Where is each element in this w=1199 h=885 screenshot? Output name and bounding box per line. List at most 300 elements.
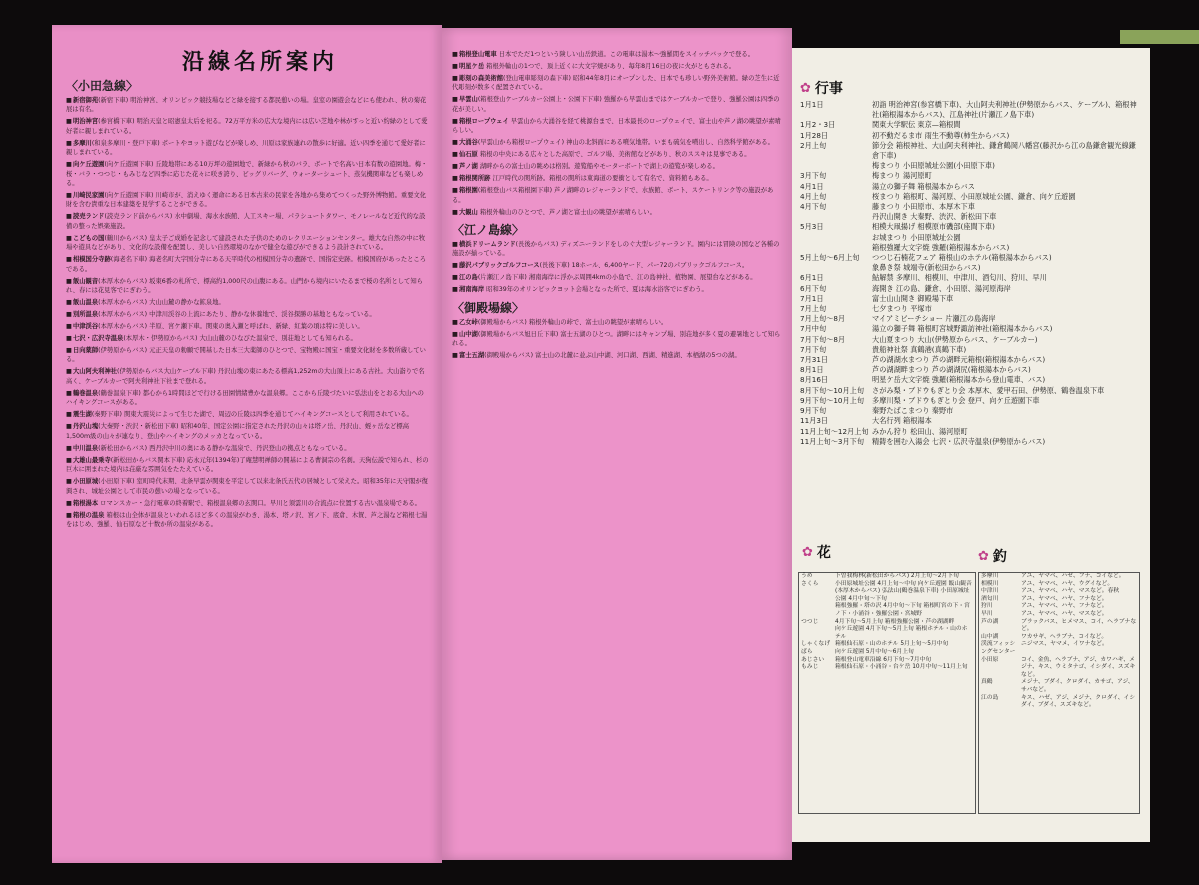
place-description: ディズニーランドをしのぐ大型レジャーランド。園内には冒険の国など各種の施設が揃っている。 [452, 241, 780, 258]
place-name: ■ 飯山温泉 [66, 299, 98, 306]
place-entry [66, 96, 430, 115]
row-label: しゃくなげ [801, 641, 830, 648]
place-description: 昭和44年8月にオープンした、日本でも珍しい野外美術館。緑の芝生に近代彫刻が数多く配置されている。 [452, 75, 780, 92]
event-date: 11月上旬～12月上旬 [800, 426, 869, 436]
row-text: ブラックバス、ヒメマス、コイ、ヘラブナなど。 [1021, 618, 1137, 633]
event-date: 7月下旬 [800, 344, 827, 354]
event-row [800, 273, 1142, 283]
place-entry [452, 186, 782, 205]
place-station: (鶴巻温泉下車) [98, 389, 141, 397]
place-entry [452, 50, 782, 59]
flower-icon: ✿ [802, 544, 813, 560]
fishing-table [979, 573, 1139, 710]
row-label: 多摩川 [981, 573, 999, 579]
event-text: 精鋳を囲む入湯会 七沢・広沢寺温泉(伊勢原からバス) [872, 436, 1046, 446]
flowers-heading-label: 花 [816, 545, 831, 561]
row-label: 酒匂川 [981, 595, 999, 602]
place-name: ■ 江の島 [452, 274, 478, 281]
fishing-section [978, 546, 1007, 566]
place-description: 18ホール、6,400ヤード、パー72のパブリックゴルフコース。 [569, 262, 749, 270]
row-label: 江の島 [981, 694, 999, 701]
event-row [800, 396, 1142, 406]
place-name: ■ 読売ランド [66, 213, 104, 220]
place-name: ■ 中津渓谷 [66, 323, 98, 330]
place-description: ロマンスカー・急行電車の終着駅で、箱根温泉郷の玄関口。早川と須雲川の合流点に位置する古い温泉場である。 [98, 499, 421, 507]
fishing-heading [978, 546, 1007, 566]
place-name: ■ 多摩川 [66, 140, 92, 147]
row-text: 向ケ丘遊園 4月下旬～5月上旬 箱根ホテル・山のホテル [835, 626, 968, 640]
background-strip [1120, 30, 1199, 44]
place-description: 昭和39年のオリンピックヨット会場となった所で、夏は海水浴客でにぎわう。 [484, 286, 708, 294]
place-station: (向ケ丘遊園下車) [104, 161, 154, 169]
place-description: 半原、宮ケ瀬下車。関東の奥入瀬と呼ばれ、新緑、紅葉の頃は特に美しい。 [147, 323, 364, 331]
place-name: ■ 日向薬師 [66, 347, 98, 354]
event-row [800, 253, 1142, 263]
row-text: 4月下旬～5月上旬 箱根強羅公園・芦の湖湖畔 [835, 618, 955, 625]
place-description: 富士山の北麓に並ぶ山中湖、河口湖、西湖、精進湖、本栖湖の5つの湖。 [533, 352, 741, 360]
event-date: 8月下旬～10月上旬 [800, 385, 865, 395]
event-text: 藤まつり 小田原市、本厚木下車 [872, 202, 975, 212]
place-entry [452, 117, 782, 136]
event-text: 貴船神社祭 真鶴港(真鶴下車) [872, 344, 967, 354]
place-station: (本厚木からバス) [98, 299, 148, 307]
place-name: ■ 箱根湯本 [66, 500, 98, 507]
row-text: 箱根仙石原・山のホテル 5月上旬～5月中旬 [835, 641, 949, 648]
place-description: 皇太子ご成婚を記念して建設された子供のためのレクリエーションセンター。雄大な自然の中に牧場や遊具などがあり、文化的な設備を配置し、美しい自然環境のなかで健全な遊びができるよう設計されている。 [66, 234, 426, 252]
event-row [800, 375, 1142, 385]
place-name: ■ 中川温泉 [66, 445, 98, 452]
event-text: 桜まつり 箱根町、湯河原、小田原城址公園、鎌倉、向ケ丘遊園 [872, 191, 1076, 201]
place-description: 川崎市が、消えゆく運命にある日本古来の民家を各地から集めてつくった野外博物館。重要文化財を含む貴重な日本建築を見学することができる。 [66, 192, 427, 209]
place-name: ■ 震生湖 [66, 411, 92, 418]
table-row [979, 619, 1139, 634]
row-text: 箱根仙石原・小涌谷・台ケ岳 10月中旬～11月上旬 [835, 664, 968, 671]
row-label: 芦の湖 [981, 618, 999, 625]
left-panel [52, 25, 442, 863]
event-text: 芦の湖湖畔まつり 芦の湖湖尻(箱根湯本からバス) [872, 365, 1031, 375]
event-date [800, 263, 872, 273]
place-name: ■ こどもの国 [66, 235, 104, 242]
flowers-box [798, 572, 976, 814]
place-entry [452, 351, 782, 360]
place-entry [66, 298, 430, 307]
row-text: アユ、ヤマベ、ハヤ、ウグイなど。 [1021, 580, 1114, 587]
place-name: ■ 明星ケ岳 [452, 63, 484, 70]
event-row [800, 324, 1142, 334]
event-text: 大山夏まつり 大山(伊勢原からバス、ケーブルカー) [872, 334, 1038, 344]
place-description: 中津川渓谷の上流にあたり、静かな休養地で、渓谷探勝の基地ともなっている。 [147, 311, 376, 319]
page-title: 沿線名所案内 [182, 49, 339, 75]
table-row [979, 679, 1139, 694]
place-description: ボートやヨット遊びなどが楽しめ、川原は家族連れの散歩に好適。近い四季を通じて愛好者に親しまれている。 [66, 139, 426, 157]
row-label: つつじ [801, 618, 819, 625]
place-description: 丹沢山塊の東にあたる標高1,252mの大山頂上にある古社。大山詣りで名高く、ケーブルカーで阿夫利神社下社まで登れる。 [66, 368, 425, 385]
place-description: 強羅から早雲山まではケーブルカーで登り、強羅公園は四季の花が美しい。 [452, 96, 780, 113]
place-description: 水中劇場、海水水族館、人工スキー場、パラシュートタワー、モノレールなど近代的な設備の整った娯楽施設。 [66, 213, 426, 230]
place-name: ■ 相模国分寺跡 [66, 256, 111, 263]
place-description: 丘陵地帯にある10万坪の遊園地で、新緑から秋のバラ、ボートで名高い日本有数の遊園地。梅・桜・バラ・つつじ・もみじなど四季に応じた花々に咲き誇り、ビッグリバーグ、ウォーターシュート、蒸気機関車なども楽しめる。 [66, 161, 428, 188]
place-entry [66, 422, 430, 441]
place-name: ■ 彫刻の森美術館 [452, 75, 503, 82]
place-entry [66, 389, 430, 408]
place-name: ■ 箱根園 [452, 187, 478, 194]
event-row [800, 243, 1142, 253]
row-text: 向ケ丘遊園 5月中旬～6月上旬 [835, 648, 914, 655]
place-entry [66, 367, 430, 386]
event-row [800, 120, 1142, 130]
place-station: (本厚木からバス) [98, 311, 148, 319]
event-row [800, 406, 1142, 416]
events-list [800, 100, 1142, 447]
event-date [800, 161, 872, 171]
place-name: ■ 箱根関所跡 [452, 175, 490, 182]
row-label: さくら [801, 580, 819, 587]
table-row [799, 573, 975, 581]
flower-icon: ✿ [800, 80, 811, 96]
event-date: 7月中旬 [800, 324, 827, 334]
place-name: ■ 乙女峠 [452, 319, 478, 326]
place-entry [452, 74, 782, 93]
place-station: (本厚木・伊勢原からバス) [123, 335, 198, 343]
event-date: 6月下旬 [800, 283, 827, 293]
place-description: 大山山麓のひなびた温泉で、別荘地としても知られる。 [197, 335, 357, 343]
table-row [799, 657, 975, 665]
place-station: (御殿場からバス) [484, 352, 534, 360]
event-row [800, 212, 1142, 222]
flowers-heading [802, 542, 831, 562]
event-row [800, 284, 1142, 294]
row-label: 中津川 [981, 588, 999, 595]
event-date: 7月下旬～8月 [800, 334, 846, 344]
event-date: 5月上旬～6月上旬 [800, 253, 860, 263]
place-entry [452, 273, 782, 282]
place-entry [452, 261, 782, 270]
place-name: ■ 大観山 [452, 209, 478, 216]
odakyu-heading: 〈小田急線〉 [66, 79, 139, 93]
event-row [800, 335, 1142, 345]
place-name: ■ 箱根登山電車 [452, 51, 497, 58]
place-station: (鶴川からバス) [104, 234, 148, 242]
event-date: 7月31日 [800, 355, 829, 365]
event-text: 梅まつり 湯河原町 [872, 171, 932, 181]
place-description: 芦ノ湖畔のレジャーランドで、水族館、ボート、スケートリンク等の施設がある。 [452, 187, 774, 204]
event-row [800, 304, 1142, 314]
place-entry [66, 444, 430, 453]
place-entry [452, 240, 782, 259]
row-text: 下曽我梅林(新松田からバス) 2月上旬～2月下旬 [835, 573, 959, 579]
place-entry [66, 456, 430, 475]
row-label: 早川 [981, 610, 993, 617]
event-row [800, 427, 1142, 437]
place-name: ■ 藤沢パブリックゴルフコース [452, 262, 540, 269]
place-name: ■ 七沢・広沢寺温泉 [66, 335, 123, 342]
place-name: ■ 大山阿夫利神社 [66, 368, 117, 375]
event-text: 富士山山開き 御殿場下車 [872, 293, 954, 303]
event-row [800, 233, 1142, 243]
place-station: (新松田からバス関本下車) [110, 456, 185, 464]
place-entry [66, 499, 430, 508]
event-row [800, 314, 1142, 324]
row-label: 狩川 [981, 603, 993, 610]
place-name: ■ 向ケ丘遊園 [66, 161, 104, 168]
table-row [979, 641, 1139, 656]
place-entry [66, 477, 430, 496]
place-station: (箱根登山バス箱根園下車) [477, 187, 553, 195]
place-description: 都心から1時間ほどで行ける田園情緒豊かな温泉郷。ここから丘陵づたいに弘法山をとおる大山へのハイキングコースがある。 [66, 389, 424, 407]
event-text: 湯立の獅子舞 箱根湯本からバス [872, 181, 975, 191]
flower-icon: ✿ [978, 548, 989, 564]
place-entry [452, 162, 782, 171]
place-description: 元正天皇の勅願で開基した日本三大薬師のひとつで、宝物殿に国宝・重要文化財を多数所蔵している。 [66, 347, 426, 364]
event-date: 9月下旬 [800, 406, 827, 416]
table-row [799, 664, 975, 672]
table-row [799, 626, 975, 641]
place-entry [66, 160, 430, 188]
event-row [800, 161, 1142, 171]
place-name: ■ 大雄山最乗寺 [66, 457, 111, 464]
right-panel [792, 48, 1150, 842]
place-description: 室町時代末期、北条早雲が関東を平定して以来北条氏五代の居城として栄えた。昭和35年に天守閣が復興され、城址公園として市民の憩いの場となっている。 [66, 478, 428, 495]
event-date [800, 212, 872, 222]
fishing-heading-label: 釣 [992, 549, 1007, 565]
table-row [799, 649, 975, 657]
place-name: ■ 湘南海岸 [452, 286, 484, 293]
event-date: 4月1日 [800, 181, 824, 191]
place-name: ■ 別所温泉 [66, 311, 98, 318]
place-name: ■ 新宿御苑 [66, 97, 98, 104]
row-text: アユ、ヤマベ、ハヤ、フナなど。 [1021, 595, 1108, 602]
table-row [979, 657, 1139, 680]
event-row [800, 355, 1142, 365]
event-text: 芦の湖湖水まつり 芦の湖畔元箱根(箱根湯本からバス) [872, 355, 1046, 365]
place-entry [66, 234, 430, 253]
odakyu-entries [66, 96, 430, 529]
event-date: 2月上旬 [800, 140, 827, 150]
row-label: 渓流フィッシングセンター [981, 641, 1016, 655]
place-description: 湖畔からの富士山の眺めは格別。遊覧船やモーターボートで湖上の遊覧が楽しめる。 [477, 163, 719, 171]
place-station: (読売ランド前からバス) [104, 213, 173, 221]
row-label: 山中湖 [981, 633, 999, 640]
place-station: (御殿場からバス) [477, 318, 527, 326]
row-label [799, 603, 833, 618]
place-station: (小田原下車) [98, 478, 135, 486]
row-text: アユ、ヤマベ、ハヤ、マスなど。春秋 [1021, 588, 1120, 595]
place-entry [66, 191, 430, 210]
place-name: ■ 早雲山 [452, 96, 478, 103]
event-text: マイアミビーチショー 片瀬江の島海岸 [872, 314, 996, 324]
row-label [799, 626, 833, 641]
event-row [800, 141, 1142, 161]
place-description: 日本でただ1つという険しい山岳鉄道。この電車は湯本〜強羅間をスイッチバックで登る。 [496, 51, 754, 58]
event-row [800, 365, 1142, 375]
place-name: ■ 箱根ロープウェイ [452, 118, 509, 125]
place-entry [452, 62, 782, 71]
flowers-section [802, 542, 831, 562]
place-name: ■ 大涌谷 [452, 139, 478, 146]
place-entry [66, 117, 430, 136]
place-entry [452, 285, 782, 294]
place-entry [452, 174, 782, 183]
place-name: ■ 山中湖 [452, 331, 478, 338]
flowers-table [799, 573, 975, 672]
enoshima-heading: 〈江ノ島線〉 [452, 223, 525, 238]
place-station: (伊勢原からバス大山ケーブル下車) [117, 368, 216, 376]
event-text: 鮎解禁 多摩川、相模川、中津川、酒匂川、狩川、早川 [872, 273, 1047, 283]
place-name: ■ 横浜ドリームランド [452, 241, 516, 248]
middle-column [452, 50, 782, 363]
place-station: (登山電車彫刻の森下車) [503, 75, 571, 82]
place-description: 早雲山から大涌谷を経て桃源台まで、日本最長のロープウェイで、富士山や芦ノ湖の眺望が素晴らしい。 [452, 117, 781, 135]
event-text: 明星ケ岳大文字焼 強羅(箱根湯本から登山電車、バス) [872, 375, 1046, 385]
place-description: 昭和40年、国定公園に指定された丹沢の山々は塔ノ岳、丹沢山、蛭ヶ岳など標高1,500m級の山々が連なり、登山やハイキングのメッカとなっている。 [66, 423, 410, 440]
event-text: 相模大凧揚げ 相模原市磯部(座間下車) [872, 222, 995, 232]
event-row [800, 222, 1142, 232]
event-text: 丹沢山開き 大秦野、渋沢、新松田下車 [872, 212, 997, 222]
place-description: 箱根外輪山の1つで、頂上近くに大文字焼があり、毎年8月16日の夜に火がともされる。 [484, 63, 736, 70]
place-entry [452, 208, 782, 217]
event-date [800, 243, 872, 253]
place-entry [66, 139, 430, 158]
place-station: (片瀬江ノ島下車) [477, 274, 527, 282]
row-label: 真鶴 [981, 679, 993, 686]
place-name: ■ 川崎民家園 [66, 192, 104, 199]
place-description: 明治神宮、オリンピック競技場などと緑を接する都民憩いの場。皇室の園遊会などにも使われ、秋の菊花展は有名。 [66, 97, 427, 114]
place-station: (本厚木からバス) [98, 323, 148, 331]
place-station: (箱根登山ケーブルカー公園上・公園下下車) [477, 96, 602, 104]
row-text: キス、ハゼ、アジ、メジナ、クロダイ、イシダイ、ブダイ、スズキなど。 [1021, 694, 1136, 709]
place-description: 応永元年(1394年)了庵慧明禅師の開基による曹洞宗の名刹。天狗伝説で知られ、杉の巨木に囲まれた境内は荘厳な雰囲気をたたえている。 [66, 456, 429, 474]
place-description: 箱根外輪山のひとつで、芦ノ湖と富士山の眺望が素晴らしい。 [477, 208, 656, 216]
event-text: 湯立の獅子舞 箱根町宮城野諏訪神社(箱根湯本からバス) [872, 324, 1053, 334]
row-text: ニジマス、ヤマメ、イワナなど。 [1021, 641, 1108, 648]
place-entry [66, 255, 430, 274]
row-text: アユ、ヤマベ、ハヤ、マスなど。 [1021, 610, 1108, 617]
place-station: (本厚木からバス) [98, 277, 148, 285]
event-text: つつじ石楠花フェア 箱根山のホテル(箱根湯本からバス) [872, 253, 1052, 263]
event-date: 1月28日 [800, 130, 829, 140]
row-text: 箱根登山電車沿線 6月下旬～7月中旬 [835, 656, 932, 663]
event-text: 節分会 箱根神社、大山阿夫利神社、鎌倉鶴岡八幡宮(藤沢から江の島鎌倉観光線鎌倉下車) [872, 140, 1136, 161]
table-row [799, 641, 975, 649]
row-text: コイ、金魚、ヘラブナ、アジ、カワハギ、メジナ、キス、ウミタナゴ、イシダイ、スズキなど。 [1021, 656, 1136, 678]
place-entry [66, 346, 430, 365]
row-text: メジナ、ブダイ、クロダイ、カサゴ、アジ、サバなど。 [1021, 679, 1134, 693]
place-station: (大秦野・渋沢・新松田下車) [98, 423, 179, 431]
events-heading-label: 行事 [814, 81, 843, 97]
place-description: 箱根外輪山の峠で、富士山の眺望が素晴らしい。 [526, 318, 668, 326]
event-text: 秦野たばこまつり 秦野市 [872, 406, 954, 416]
event-row [800, 386, 1142, 396]
event-date: 8月1日 [800, 365, 824, 375]
fishing-box [978, 572, 1140, 814]
event-date: 9月下旬～10月上旬 [800, 395, 865, 405]
row-label: うめ [801, 573, 813, 579]
row-label: ばら [801, 648, 813, 655]
place-name: ■ 飯山観音 [66, 278, 98, 285]
place-description: 坂東6番の札所で、標高約1,000尺の山腹にある。山門から境内にいたるまで桜の名所として知られ、春には花見客でにぎわう。 [66, 277, 423, 295]
event-row [800, 416, 1142, 426]
event-date: 3月下旬 [800, 171, 827, 181]
place-station: (和泉多摩川・登戸下車) [91, 139, 160, 147]
place-description: 西丹沢中川の奥にある静かな温泉で、丹沢登山の拠点ともなっている。 [147, 444, 351, 452]
event-date: 5月3日 [800, 222, 824, 232]
event-text: 梅まつり 小田原城址公園(小田原下車) [872, 161, 995, 171]
place-station: (新松田からバス) [98, 444, 148, 452]
event-date: 11月上旬～3月下旬 [800, 436, 865, 446]
table-row [979, 603, 1139, 611]
place-entry [66, 277, 430, 296]
event-date: 4月上旬 [800, 191, 827, 201]
place-station: (海老名下車) [110, 256, 148, 264]
gotemba-entries [452, 318, 782, 361]
row-label: あじさい [801, 656, 825, 663]
table-row [799, 603, 975, 618]
row-text: 箱根強羅・塔の沢 4月中旬～下旬 箱根町宮の下・宮ノ下・小涌谷・強羅公園・宮城野 [835, 603, 970, 617]
row-label: 相模川 [981, 580, 999, 587]
event-date [800, 233, 872, 243]
place-entry [452, 150, 782, 159]
place-description: 明治天皇と昭憲皇太后を祀る。72万平方米の広大な境内には広い芝地や林がすっと近い約緑のとして愛好者に親しまれている。 [66, 118, 428, 135]
place-name: ■ 富士五湖 [452, 352, 484, 359]
event-row [800, 171, 1142, 181]
place-name: ■ 箱根の温泉 [66, 512, 104, 519]
place-entry [66, 334, 430, 343]
events-heading [800, 78, 1142, 98]
odakyu-column [66, 73, 430, 532]
place-entry [452, 138, 782, 147]
place-entry [452, 318, 782, 327]
place-entry [66, 322, 430, 331]
place-name: ■ 丹沢山塊 [66, 423, 98, 430]
place-station: (長後からバス) [515, 241, 559, 249]
row-text: アユ、ヤマベ、ハゼ、フナ、コイなど。 [1021, 573, 1125, 579]
table-row [979, 588, 1139, 596]
place-station: (御殿場からバス旭日丘下車) [477, 330, 559, 338]
place-entry [452, 330, 782, 349]
table-row [979, 695, 1139, 710]
event-text: 多摩川梨・ブドウもぎとり会 登戸、向ケ丘遊園下車 [872, 395, 1040, 405]
event-text: お城まつり 小田原城址公園 [872, 232, 961, 242]
place-description: 大山山麓の静かな鉱泉地。 [147, 299, 225, 307]
event-date: 7月上旬 [800, 304, 827, 314]
place-entry [66, 511, 430, 530]
place-entry [66, 310, 430, 319]
place-description: 江戸時代の関所跡。箱根の関所は東海道の要衝として有名で、資料館もある。 [490, 175, 713, 183]
event-row [800, 100, 1142, 120]
row-text: ワカサギ、ヘラブナ、コイなど。 [1021, 633, 1108, 640]
hakone-entries [452, 50, 782, 217]
event-date: 6月1日 [800, 273, 824, 283]
event-date: 1月1日 [800, 100, 824, 109]
place-entry [66, 410, 430, 419]
place-description: 関東大震災によって生じた湖で、周辺の丘陵は四季を通じてハイキングコースとして利用されている。 [121, 411, 413, 419]
event-row [800, 202, 1142, 212]
event-row [800, 182, 1142, 192]
gotemba-heading: 〈御殿場線〉 [452, 300, 525, 315]
middle-panel [442, 28, 792, 860]
event-text: 関東大学駅伝 東京—箱根間 [872, 120, 961, 130]
place-name: ■ 鶴巻温泉 [66, 390, 98, 397]
place-station: (向ケ丘遊園下車) [104, 192, 154, 200]
event-row [800, 131, 1142, 141]
place-description: 湘南海岸に浮かぶ周囲4kmの小島で、江の島神社、植物園、展望台などがある。 [526, 274, 757, 282]
event-text: 七夕まつり 平塚市 [872, 304, 932, 314]
place-description: 箱根の中央にある広々とした高原で、ゴルフ場、美術館などがあり、秋のススキは見事である。 [477, 151, 751, 159]
place-name: ■ 仙石原 [452, 151, 478, 158]
event-date: 8月16日 [800, 375, 829, 385]
event-text: 初不動だるま市 雨生不動尊(柿生からバス) [872, 130, 1010, 140]
event-row [800, 294, 1142, 304]
